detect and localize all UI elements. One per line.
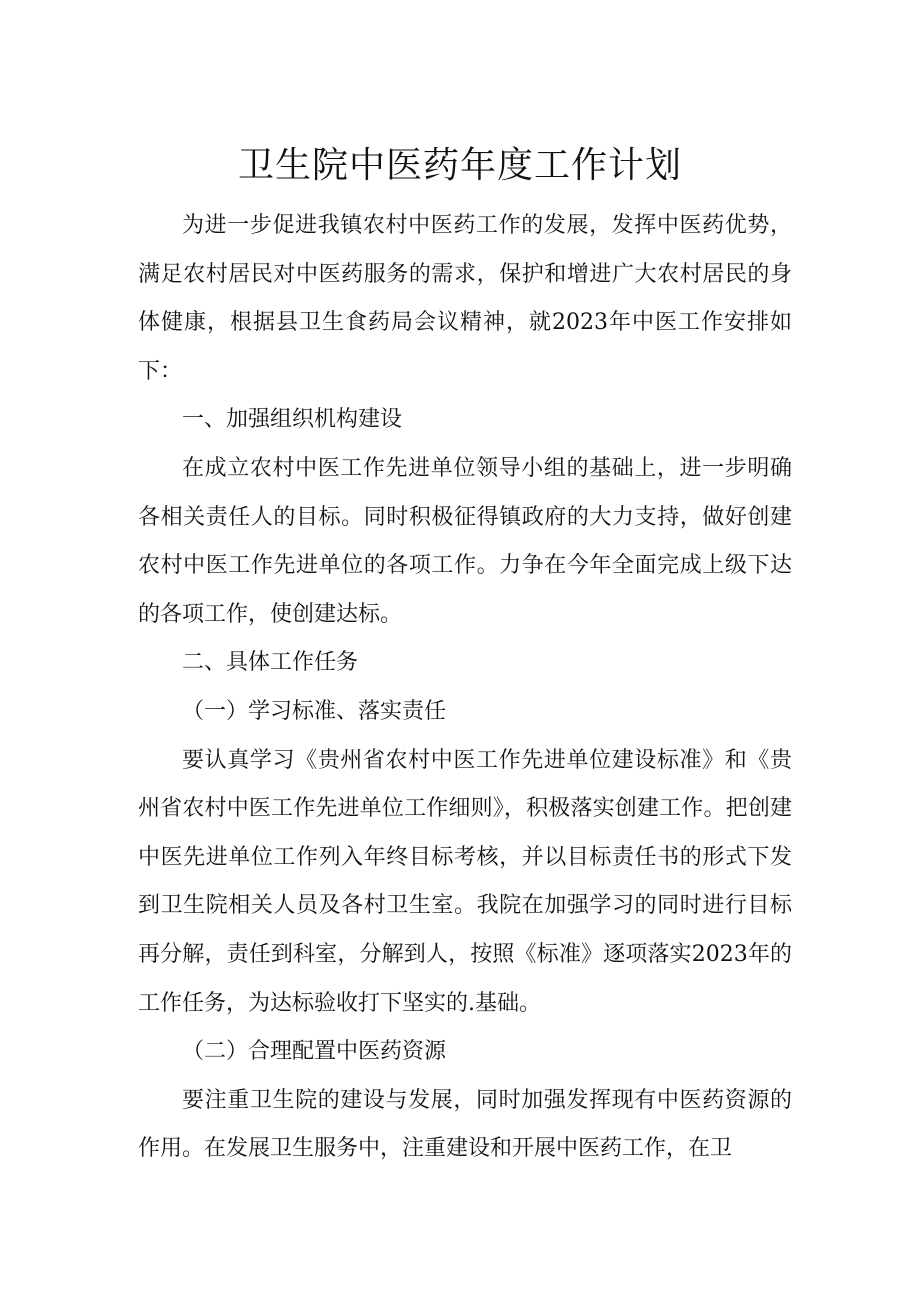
- intro-paragraph: 为进一步促进我镇农村中医药工作的发展，发挥中医药优势，满足农村居民对中医药服务的需求，保护和增进广大农村居民的身体健康，根据县卫生食药局会议精神，就2023年中医工作安排如下：: [138, 213, 792, 384]
- subsection-2-paragraph: 要注重卫生院的建设与发展，同时加强发挥现有中医药资源的作用。在发展卫生服务中，注重建设和开展中医药工作，在卫: [138, 1087, 792, 1162]
- subsection-heading-1: （一）学习标准、落实责任: [182, 698, 447, 724]
- document-title: 卫生院中医药年度工作计划: [237, 145, 682, 186]
- section-1-paragraph: 在成立农村中医工作先进单位领导小组的基础上，进一步明确各相关责任人的目标。同时积极征得镇政府的大力支持，做好创建农村中医工作先进单位的各项工作。力争在今年全面完成上级下达的各项工作，使创建达标。: [138, 455, 792, 627]
- section-heading-2: 二、具体工作任务: [182, 650, 359, 676]
- section-heading-1: 一、加强组织机构建设: [182, 407, 403, 433]
- subsection-heading-2: （二）合理配置中医药资源: [182, 1039, 447, 1065]
- document-body: [138, 202, 792, 1174]
- subsection-1-paragraph: 要认真学习《贵州省农村中医工作先进单位建设标准》和《贵州省农村中医工作先进单位工作细则》，积极落实创建工作。把创建中医先进单位工作列入年终目标考核，并以目标责任书的形式下发到卫生院相关人员及各村卫生室。我院在加强学习的同时进行目标再分解，责任到科室，分解到人，按照《标准》逐项落实2023年的工作任务，为达标验收打下坚实的.基础。: [138, 747, 792, 1016]
